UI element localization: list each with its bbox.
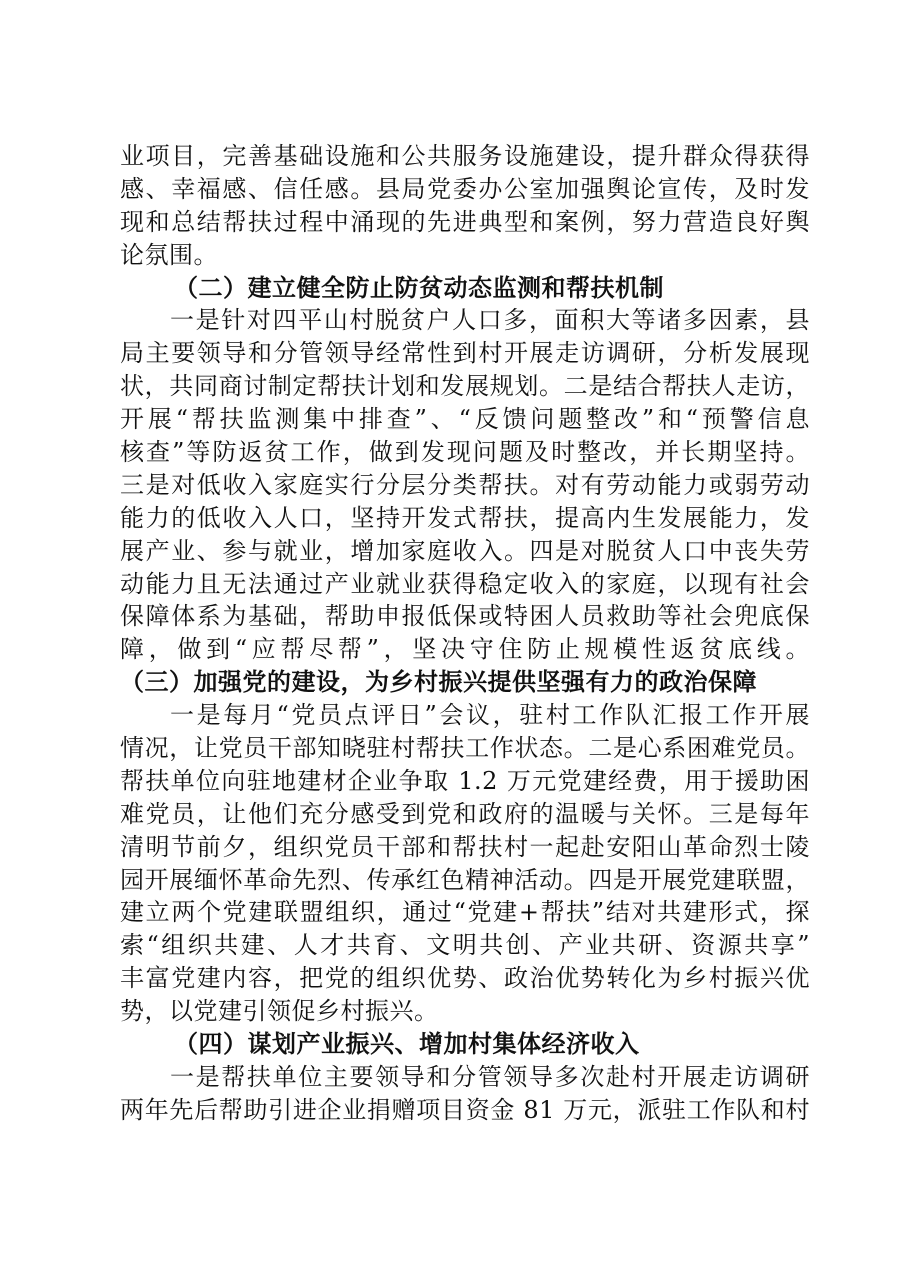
paragraph-line: 能力的低收入人口，坚持开发式帮扶，提高内生发展能力，发 xyxy=(120,503,810,532)
paragraph-line: 论氛围。 xyxy=(120,240,218,269)
paragraph-line: 动能力且无法通过产业就业获得稳定收入的家庭，以现有社会 xyxy=(120,569,810,598)
paragraph-line: 情况，让党员干部知晓驻村帮扶工作状态。二是心系困难党员。 xyxy=(120,734,810,763)
paragraph-line: 核查”等防返贫工作，做到发现问题及时整改，并长期坚持。 xyxy=(120,438,810,467)
paragraph-line: 开展“帮扶监测集中排查”、“反馈问题整改”和“预警信息 xyxy=(120,405,810,434)
paragraph-line: 障，做到“应帮尽帮”，坚决守住防止规模性返贫底线。 xyxy=(120,635,810,664)
section-heading: （三）加强党的建设，为乡村振兴提供坚强有力的政治保障 xyxy=(120,667,757,697)
paragraph-line: 建立两个党建联盟组织，通过“党建+帮扶”结对共建形式，探 xyxy=(120,898,810,927)
paragraph-line: 业项目，完善基础设施和公共服务设施建设，提升群众得获得 xyxy=(120,142,810,170)
paragraph-line: 展产业、参与就业，增加家庭收入。四是对脱贫人口中丧失劳 xyxy=(120,536,810,565)
paragraph-line: 园开展缅怀革命先烈、传承红色精神活动。四是开展党建联盟， xyxy=(120,865,810,894)
paragraph-line: 一是帮扶单位主要领导和分管领导多次赴村开展走访调研 xyxy=(170,1062,810,1091)
paragraph-line: 一是针对四平山村脱贫户人口多，面积大等诸多因素，县 xyxy=(170,306,810,335)
paragraph-line: 帮扶单位向驻地建材企业争取 1.2 万元党建经费，用于援助困 xyxy=(120,766,810,795)
paragraph-line: 清明节前夕，组织党员干部和帮扶村一起赴安阳山革命烈士陵 xyxy=(120,832,810,861)
section-heading: （二）建立健全防止防贫动态监测和帮扶机制 xyxy=(174,272,664,302)
paragraph-line: 难党员，让他们充分感受到党和政府的温暖与关怀。三是每年 xyxy=(120,799,810,828)
paragraph-line: 局主要领导和分管领导经常性到村开展走访调研，分析发展现 xyxy=(120,339,810,368)
paragraph-line: 一是每月“党员点评日”会议，驻村工作队汇报工作开展 xyxy=(170,701,810,730)
paragraph-line: 索“组织共建、人才共育、文明共创、产业共研、资源共享” xyxy=(120,931,810,960)
paragraph-line: 状，共同商讨制定帮扶计划和发展规划。二是结合帮扶人走访， xyxy=(120,372,810,401)
document-body xyxy=(120,140,810,1127)
paragraph-line: 感、幸福感、信任感。县局党委办公室加强舆论宣传，及时发 xyxy=(120,174,810,203)
section-heading: （四）谋划产业振兴、增加村集体经济收入 xyxy=(174,1029,640,1059)
paragraph-line: 保障体系为基础，帮助申报低保或特困人员救助等社会兜底保 xyxy=(120,602,810,631)
paragraph-line: 丰富党建内容，把党的组织优势、政治优势转化为乡村振兴优 xyxy=(120,964,810,993)
paragraph-line: 势，以党建引领促乡村振兴。 xyxy=(120,997,439,1026)
paragraph-line: 现和总结帮扶过程中涌现的先进典型和案例，努力营造良好舆 xyxy=(120,207,810,236)
paragraph-line: 两年先后帮助引进企业捐赠项目资金 81 万元，派驻工作队和村 xyxy=(120,1095,810,1124)
paragraph-line: 三是对低收入家庭实行分层分类帮扶。对有劳动能力或弱劳动 xyxy=(120,470,810,499)
